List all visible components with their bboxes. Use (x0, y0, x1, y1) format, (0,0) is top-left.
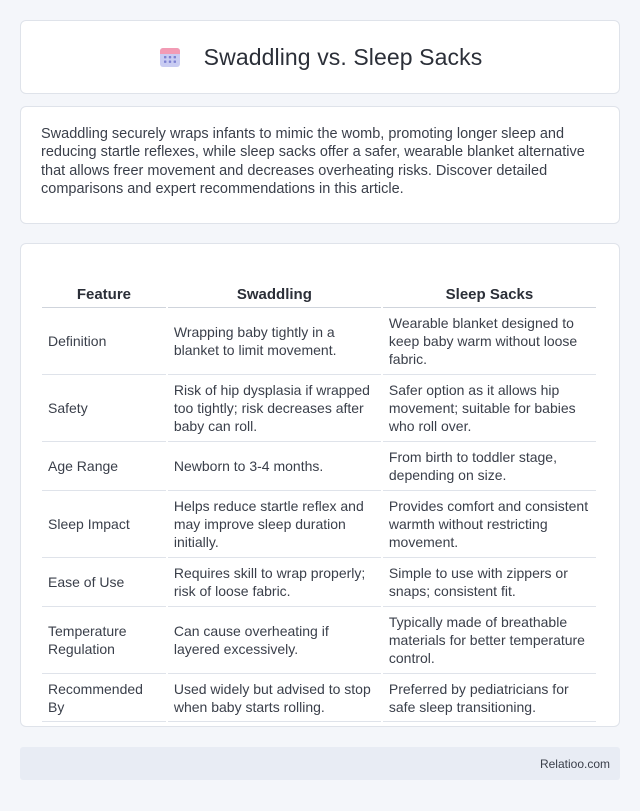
feature-cell: Safety (42, 375, 166, 442)
table-row (42, 308, 596, 375)
table-row (42, 674, 596, 722)
table-row (42, 491, 596, 558)
swaddling-cell: Used widely but advised to stop when baby starts rolling. (168, 674, 381, 722)
table-row (42, 558, 596, 607)
feature-cell: Sleep Impact (42, 491, 166, 558)
header-swaddling: Swaddling (168, 264, 381, 308)
sleep-sacks-cell: From birth to toddler stage, depending on size. (383, 442, 596, 491)
swaddling-cell: Wrapping baby tightly in a blanket to limit movement. (168, 308, 381, 375)
swaddling-cell: Helps reduce startle reflex and may improve sleep duration initially. (168, 491, 381, 558)
intro-card (20, 106, 620, 224)
feature-cell: Recommended By (42, 674, 166, 722)
swaddling-cell: Newborn to 3-4 months. (168, 442, 381, 491)
feature-cell: Age Range (42, 442, 166, 491)
header-sleep-sacks: Sleep Sacks (383, 264, 596, 308)
swaddling-cell: Can cause overheating if layered excessively. (168, 607, 381, 674)
sleep-sacks-cell: Safer option as it allows hip movement; suitable for babies who roll over. (383, 375, 596, 442)
sleep-sacks-cell: Preferred by pediatricians for safe sleep transitioning. (383, 674, 596, 722)
feature-cell: Definition (42, 308, 166, 375)
swaddling-cell: Risk of hip dysplasia if wrapped too tightly; risk decreases after baby can roll. (168, 375, 381, 442)
sleep-sacks-cell: Typically made of breathable materials for better temperature control. (383, 607, 596, 674)
footer (20, 747, 620, 780)
title-card (20, 20, 620, 94)
footer-brand: Relatioo.com (539, 756, 610, 771)
table-row (42, 607, 596, 674)
sleep-sacks-cell: Wearable blanket designed to keep baby warm without loose fabric. (383, 308, 596, 375)
page-title: Swaddling vs. Sleep Sacks (203, 43, 483, 70)
table-row (42, 375, 596, 442)
intro-text: Swaddling securely wraps infants to mimic the womb, promoting longer sleep and reducing startle reflexes, while sleep sacks offer a safer, wearable blanket alternative that allows freer movement and decreases overheating risks. Discover detailed comparisons and expert recommendations in this article. (41, 126, 585, 197)
sleep-sacks-cell: Simple to use with zippers or snaps; consistent fit. (383, 558, 596, 607)
header-feature: Feature (42, 264, 166, 308)
sleep-sacks-cell: Provides comfort and consistent warmth without restricting movement. (383, 491, 596, 558)
table-row (42, 442, 596, 491)
comparison-table (40, 264, 598, 722)
comparison-card (20, 243, 620, 727)
table-header-row (42, 264, 596, 308)
feature-cell: Temperature Regulation (42, 607, 166, 674)
swaddling-cell: Requires skill to wrap properly; risk of loose fabric. (168, 558, 381, 607)
feature-cell: Ease of Use (42, 558, 166, 607)
calendar-icon (158, 45, 182, 69)
